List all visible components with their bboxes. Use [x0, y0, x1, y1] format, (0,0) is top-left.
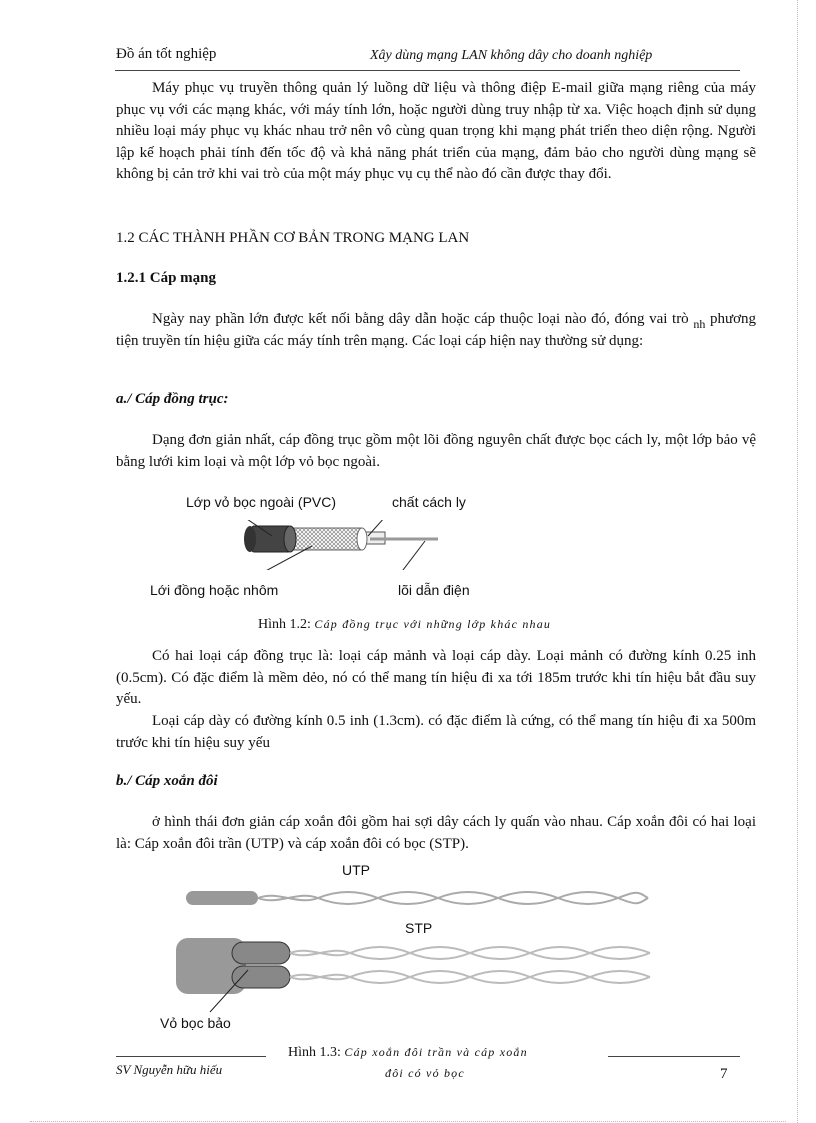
twisted-description: ở hình thái đơn giản cáp xoắn đôi gồm hai sợi dây cách ly quấn vào nhau. Cáp xoắn đôi có hai loại là: Cáp xoắn đôi trần (UTP) và cáp xoắn đôi có bọc (STP). [116, 814, 756, 852]
intro-paragraph: Máy phục vụ truyền thông quản lý luồng dữ liệu và thông điệp E-mail giữa mạng riêng của máy phục vụ với các mạng khác, với máy tính lớn, hoặc người dùng truy nhập từ xa. Việc hoạch định sử dụng nhiều loại máy phục vụ khác nhau trở nên vô cùng quan trọng khi mạng phát triển theo diện rộng. Người lập kế hoạch phải tính đến tốc độ và khả năng phát triển của mạng, đảm bảo cho người dùng mạng sẽ không bị cản trở khi vai trò của một máy phục vụ cụ thể nào đó cần được thay đổi. [116, 80, 756, 182]
page-edge-bottom [30, 1121, 786, 1122]
header-subtitle: Xây dùng mạng LAN không dây cho doanh nghiệp [370, 48, 653, 63]
label-stp: STP [405, 920, 433, 936]
coax-cable-diagram [230, 520, 450, 570]
section-title: 1.2 CÁC THÀNH PHẦN CƠ BẢN TRONG MẠNG LAN [116, 230, 470, 246]
label-utp: UTP [342, 862, 370, 878]
footer-line-left [116, 1056, 266, 1057]
label-core: lõi dẫn điện [398, 582, 470, 598]
header-divider [115, 70, 740, 71]
page-edge-right [797, 0, 798, 1123]
caption-1-2-prefix: Hình 1.2: [258, 617, 311, 632]
page-number: 7 [720, 1066, 728, 1082]
footer-author: SV Nguyễn hữu hiếu [116, 1062, 223, 1077]
jacket-cut [284, 526, 296, 552]
footer-line-right [608, 1056, 740, 1057]
label-outer-jacket: Lớp vỏ bọc ngoài (PVC) [186, 494, 337, 510]
figure-caption-1-3 [288, 1045, 528, 1061]
cable-intro-part-b: phương tiện truyền tín hiệu giữa các máy tính trên mạng. Các loại cáp hiện nay thường sử dụng: [116, 311, 756, 349]
utp-jacket [186, 891, 258, 905]
caption-1-3-line2: đôi có vỏ bọc [385, 1066, 465, 1080]
caption-1-3-line1: Cáp xoắn đôi trần và cáp xoắn [344, 1045, 528, 1059]
twisted-heading: b./ Cáp xoắn đôi [116, 773, 218, 789]
coax-heading: a./ Cáp đồng trục: [116, 391, 229, 407]
label-insulator: chất cách ly [392, 494, 466, 510]
caption-1-2-text: Cáp đồng trục với những lớp khác nhau [314, 617, 552, 631]
stp-pair-shield-2 [232, 966, 290, 988]
twisted-pair-diagram [150, 880, 660, 1015]
cable-intro-nh: nh [693, 317, 706, 331]
cable-intro-paragraph [116, 309, 756, 352]
label-shield: Vỏ bọc bảo [160, 1015, 231, 1031]
figure-caption-1-2 [258, 617, 551, 633]
subsection-title: 1.2.1 Cáp mạng [116, 270, 217, 286]
mesh-end [357, 528, 367, 550]
cable-intro-part-a: Ngày nay phần lớn được kết nối bằng dây dẫn hoặc cáp thuộc loại nào đó, đóng vai trò [152, 311, 689, 327]
header-title: Đồ án tốt nghiệp [116, 46, 217, 62]
jacket-end [244, 526, 256, 552]
coax-description: Dạng đơn giản nhất, cáp đồng trục gồm một lõi đồng nguyên chất được bọc cách ly, một lớp bảo vệ bằng lưới kim loại và một lớp vỏ bọc ngoài. [116, 432, 756, 470]
stp-pair-shield-1 [232, 942, 290, 964]
figure-caption-1-3-cont [385, 1066, 465, 1082]
coax-paragraph-1: Có hai loại cáp đồng trục là: loại cáp mảnh và loại cáp dày. Loại mảnh có đường kính 0.25 inh (0.5cm). Có đặc điểm là mềm dẻo, nó có thể mang tín hiệu đi xa tới 185m trước khi tín hiệu bắt đầu suy yếu. [116, 648, 756, 707]
coax-paragraph-2: Loại cáp dày có đường kính 0.5 inh (1.3cm). có đặc điểm là cứng, có thể mang tín hiệu đi xa 500m trước khi tín hiệu suy yếu [116, 713, 756, 751]
label-mesh: Lới đồng hoặc nhôm [150, 582, 279, 598]
caption-1-3-prefix: Hình 1.3: [288, 1045, 341, 1060]
